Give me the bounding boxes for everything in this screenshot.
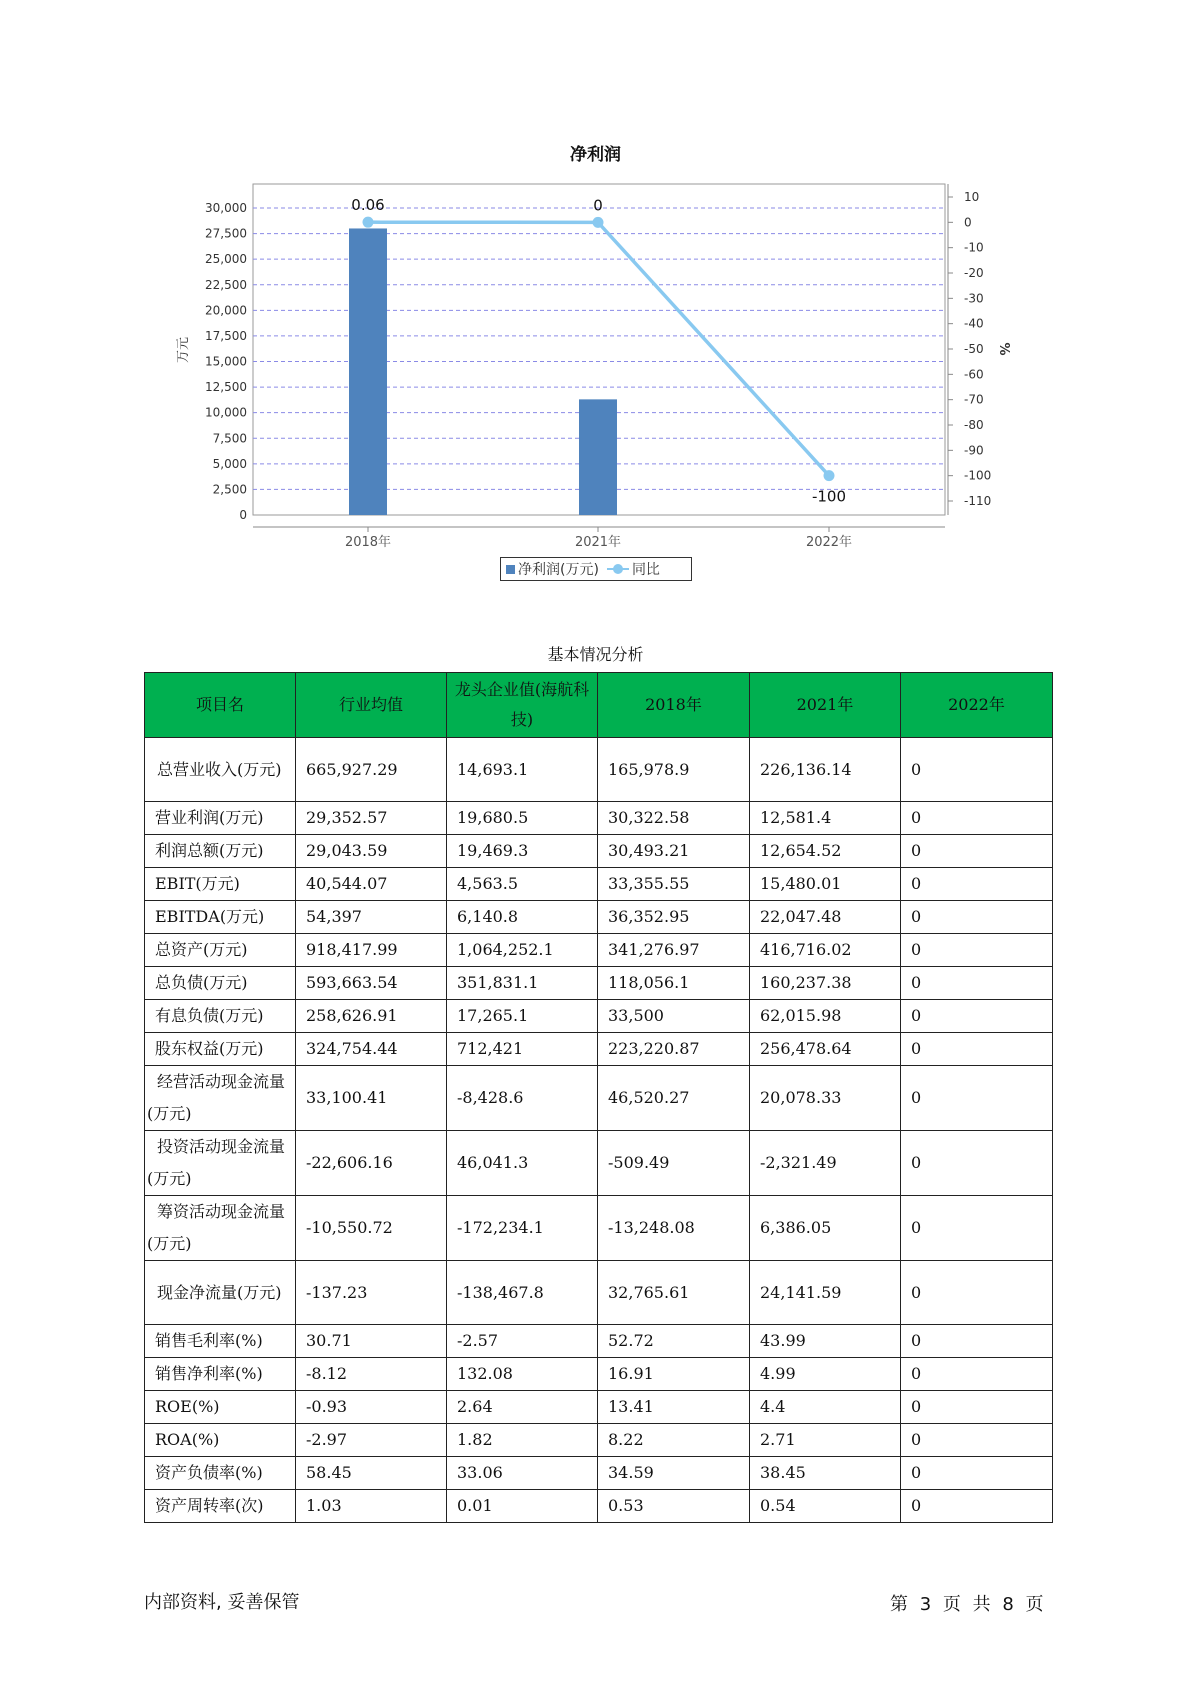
table-cell: 14,693.1 [447,738,598,802]
y-axis-label: 万元 [176,336,191,364]
table-cell: 22,047.48 [750,901,901,934]
table-cell: 324,754.44 [296,1033,447,1066]
table-cell: 0 [901,1358,1053,1391]
table-row [145,1196,1053,1261]
legend-line-swatch [607,564,629,574]
table-cell: 20,078.33 [750,1066,901,1131]
row-label: ROE(%) [145,1391,296,1424]
table-cell: -0.93 [296,1391,447,1424]
table-cell: 4.99 [750,1358,901,1391]
row-label: 利润总额(万元) [145,835,296,868]
y2-axis-label: % [996,342,1011,356]
table-cell: 0 [901,835,1053,868]
row-label: 资产周转率(次) [145,1490,296,1523]
table-cell: 2.64 [447,1391,598,1424]
table-cell: 256,478.64 [750,1033,901,1066]
yoy-data-label: -100 [811,487,847,506]
table-row [145,1424,1053,1457]
table-row [145,1066,1053,1131]
table-cell: 0 [901,1066,1053,1131]
y2-tick-label: 0 [964,215,972,230]
table-cell: 46,520.27 [598,1066,750,1131]
table-cell: -2.57 [447,1325,598,1358]
table-cell: 0 [901,967,1053,1000]
table-row [145,1391,1053,1424]
table-cell: 19,680.5 [447,802,598,835]
table-row [145,1325,1053,1358]
y2-tick-label: -10 [964,240,984,255]
table-cell: 0 [901,1391,1053,1424]
table-row [145,1033,1053,1066]
yoy-point [363,217,374,228]
table-cell: -2.97 [296,1424,447,1457]
table-cell: 712,421 [447,1033,598,1066]
table-cell: 0 [901,1000,1053,1033]
table-cell: 160,237.38 [750,967,901,1000]
header-cell: 龙头企业值(海航科技) [447,673,598,738]
table-cell: 13.41 [598,1391,750,1424]
y2-tick-label: -20 [964,266,984,280]
header-cell: 2021年 [750,673,901,738]
table-cell: 36,352.95 [598,901,750,934]
row-label: 营业利润(万元) [145,802,296,835]
row-label: 销售毛利率(%) [145,1325,296,1358]
y-tick-label: 30,000 [205,201,247,215]
table-cell: 1.03 [296,1490,447,1523]
table-cell: 1.82 [447,1424,598,1457]
y2-tick-label: -60 [964,367,984,382]
table-cell: -137.23 [296,1261,447,1325]
table-cell: -13,248.08 [598,1196,750,1261]
table-cell: 33,355.55 [598,868,750,901]
y2-tick-label: -40 [964,316,984,331]
table-cell: -509.49 [598,1131,750,1196]
table-header-row [145,673,1053,738]
y-tick-label: 5,000 [212,456,247,471]
net-profit-bar [579,399,617,515]
y-tick-label: 2,500 [212,482,247,497]
table-cell: 54,397 [296,901,447,934]
table-cell: 132.08 [447,1358,598,1391]
table-cell: 0 [901,1325,1053,1358]
table-cell: 46,041.3 [447,1131,598,1196]
table-row [145,868,1053,901]
table-cell: 226,136.14 [750,738,901,802]
yoy-point [593,217,604,228]
legend-bar-swatch [506,565,515,574]
table-cell: 12,654.52 [750,835,901,868]
table-row [145,967,1053,1000]
table-cell: 12,581.4 [750,802,901,835]
table-cell: 0 [901,738,1053,802]
row-label: 有息负债(万元) [145,1000,296,1033]
row-label: ROA(%) [145,1424,296,1457]
x-tick-label: 2018年 [344,535,392,550]
table-cell: 38.45 [750,1457,901,1490]
table-cell: -2,321.49 [750,1131,901,1196]
table-cell: 8.22 [598,1424,750,1457]
net-profit-bar [349,228,387,515]
y2-tick-label: -30 [964,291,984,306]
row-label: 投资活动现金流量(万元) [145,1131,296,1196]
x-tick-label: 2021年 [574,535,622,550]
row-label: 总资产(万元) [145,934,296,967]
table-cell: -8.12 [296,1358,447,1391]
y2-tick-label: -100 [964,468,992,483]
table-row [145,1358,1053,1391]
table-row [145,802,1053,835]
row-label: 筹资活动现金流量(万元) [145,1196,296,1261]
table-cell: 0 [901,1424,1053,1457]
table-row [145,1261,1053,1325]
table-cell: 2.71 [750,1424,901,1457]
y2-tick-label: -80 [964,418,984,432]
yoy-data-label: 0.06 [351,196,385,215]
table-cell: 341,276.97 [598,934,750,967]
row-label: 经营活动现金流量(万元) [145,1066,296,1131]
table-cell: 33,500 [598,1000,750,1033]
legend-line-label: 同比 [631,562,660,578]
y-tick-label: 25,000 [205,252,247,267]
table-cell: 0 [901,802,1053,835]
y2-tick-label: -110 [964,494,992,508]
table-cell: 416,716.02 [750,934,901,967]
table-cell: 30,322.58 [598,802,750,835]
table-row [145,738,1053,802]
row-label: EBITDA(万元) [145,901,296,934]
legend-bar-label: 净利润(万元) [518,562,599,578]
table-cell: 351,831.1 [447,967,598,1000]
table-cell: 30,493.21 [598,835,750,868]
table-cell: 165,978.9 [598,738,750,802]
row-label: 现金净流量(万元) [145,1261,296,1325]
table-cell: 0.01 [447,1490,598,1523]
table-cell: 0 [901,1261,1053,1325]
table-cell: -10,550.72 [296,1196,447,1261]
table-cell: 593,663.54 [296,967,447,1000]
table-cell: -8,428.6 [447,1066,598,1131]
y-tick-label: 10,000 [205,405,247,420]
table-cell: 29,352.57 [296,802,447,835]
y-tick-label: 17,500 [205,328,247,343]
y-tick-label: 27,500 [205,226,247,241]
table-cell: 34.59 [598,1457,750,1490]
row-label: 销售净利率(%) [145,1358,296,1391]
y2-tick-label: -90 [964,443,984,458]
row-label: 股东权益(万元) [145,1033,296,1066]
table-caption: 基本情况分析 [547,645,644,664]
header-cell: 行业均值 [296,673,447,738]
table-row [145,934,1053,967]
yoy-point [824,470,835,481]
table-cell: 0 [901,934,1053,967]
table-cell: 30.71 [296,1325,447,1358]
table-cell: 4,563.5 [447,868,598,901]
table-cell: -138,467.8 [447,1261,598,1325]
y-tick-label: 15,000 [205,354,247,369]
table-row [145,1490,1053,1523]
table-row [145,1131,1053,1196]
table-cell: 665,927.29 [296,738,447,802]
table-cell: 0 [901,901,1053,934]
table-cell: 0.53 [598,1490,750,1523]
table-cell: 33.06 [447,1457,598,1490]
header-cell: 项目名 [145,673,296,738]
table-cell: 223,220.87 [598,1033,750,1066]
chart-title: 净利润 [570,145,621,165]
table-row [145,1000,1053,1033]
y-tick-label: 22,500 [205,277,247,292]
y-tick-label: 0 [239,508,247,522]
header-cell: 2018年 [598,673,750,738]
table-cell: 52.72 [598,1325,750,1358]
table-cell: 4.4 [750,1391,901,1424]
table-cell: 17,265.1 [447,1000,598,1033]
footer-confidential-note: 内部资料, 妥善保管 [144,1592,300,1613]
yoy-data-label: 0 [593,196,603,215]
y2-tick-label: -70 [964,392,984,407]
net-profit-chart [0,0,1191,600]
table-row [145,835,1053,868]
x-tick-label: 2022年 [805,535,853,550]
table-cell: 0 [901,1033,1053,1066]
table-cell: 1,064,252.1 [447,934,598,967]
table-cell: 32,765.61 [598,1261,750,1325]
table-cell: 19,469.3 [447,835,598,868]
footer-page-number: 第 3 页 共 8 页 [890,1594,1044,1615]
chart-svg [0,0,1191,600]
table-cell: 118,056.1 [598,967,750,1000]
table-cell: 0 [901,1131,1053,1196]
chart-legend [500,557,692,581]
y2-tick-label: -50 [964,342,984,356]
row-label: 总负债(万元) [145,967,296,1000]
table-cell: 15,480.01 [750,868,901,901]
table-cell: -172,234.1 [447,1196,598,1261]
table-cell: 33,100.41 [296,1066,447,1131]
table-cell: 16.91 [598,1358,750,1391]
table-cell: 6,140.8 [447,901,598,934]
y2-tick-label: 10 [964,190,980,204]
table-cell: 0 [901,1457,1053,1490]
y-tick-label: 20,000 [205,303,247,318]
header-cell: 2022年 [901,673,1053,738]
table-cell: 24,141.59 [750,1261,901,1325]
analysis-table [144,672,1053,1523]
row-label: 总营业收入(万元) [145,738,296,802]
table-row [145,901,1053,934]
table-row [145,1457,1053,1490]
table-cell: 918,417.99 [296,934,447,967]
table-cell: 29,043.59 [296,835,447,868]
table-cell: 6,386.05 [750,1196,901,1261]
table-cell: 0 [901,868,1053,901]
table-cell: 40,544.07 [296,868,447,901]
row-label: EBIT(万元) [145,868,296,901]
table-cell: 0 [901,1196,1053,1261]
table-cell: 62,015.98 [750,1000,901,1033]
table-cell: 58.45 [296,1457,447,1490]
table-cell: -22,606.16 [296,1131,447,1196]
row-label: 资产负债率(%) [145,1457,296,1490]
table-cell: 0 [901,1490,1053,1523]
table-cell: 0.54 [750,1490,901,1523]
table-cell: 43.99 [750,1325,901,1358]
y-tick-label: 12,500 [205,380,247,395]
y-tick-label: 7,500 [212,431,247,446]
table-cell: 258,626.91 [296,1000,447,1033]
